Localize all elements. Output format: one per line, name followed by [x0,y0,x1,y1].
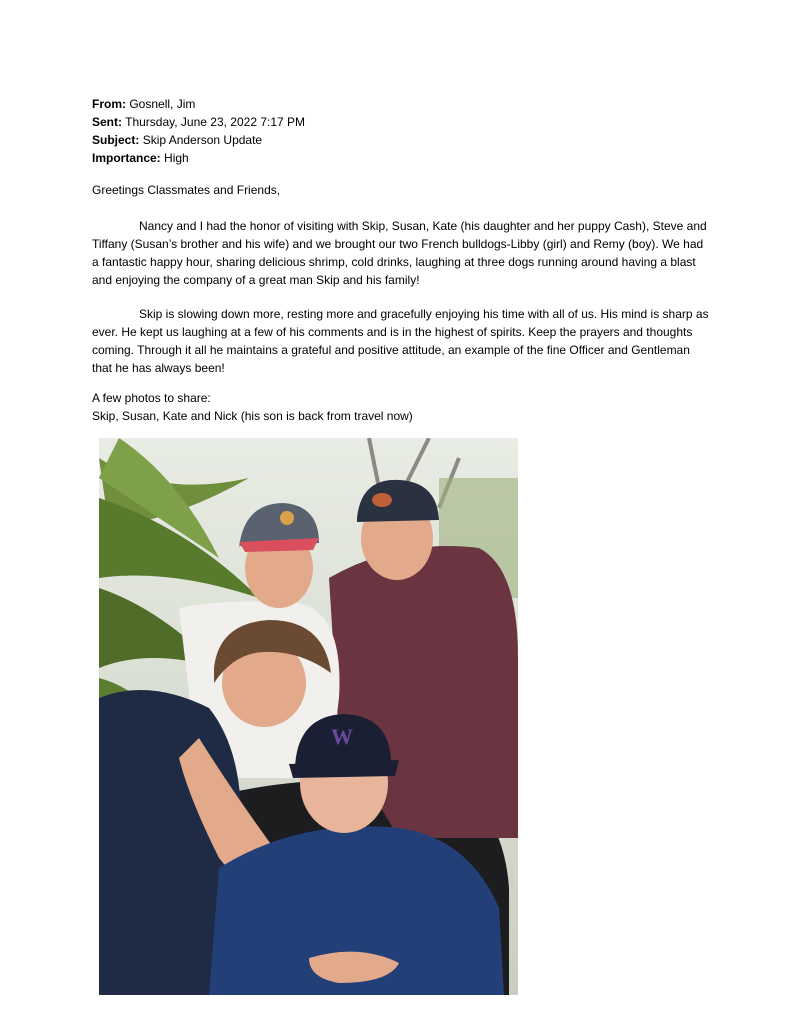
subject-label: Subject: [92,133,140,147]
sent-value: Thursday, June 23, 2022 7:17 PM [125,115,306,129]
paragraph-status: Skip is slowing down more, resting more and gracefully enjoying his time with all of us. His mind is sharp as ever. He kept us laughing at a few of his comments and is in the highest of spirits. Keep the prayers and thoughts coming. Through it all he maintains a grateful and positive attitude, an example of the fine Officer and Gentleman that he has always been! [92,307,709,375]
cap-logo: W [331,724,353,749]
email-header [92,95,305,167]
photos-intro-line: A few photos to share: [92,391,211,405]
sent-row [92,113,305,131]
importance-label: Importance: [92,151,161,165]
photos-intro [92,389,413,425]
sent-label: Sent: [92,115,122,129]
from-value: Gosnell, Jim [129,97,196,111]
paragraph-visit: Nancy and I had the honor of visiting with Skip, Susan, Kate (his daughter and her puppy Cash), Steve and Tiffany (Susan’s brother and his wife) and we brought our two French bulldogs-Libby (girl) and Remy (boy). We had a fantastic happy hour, sharing delicious shrimp, cold drinks, laughing at three dogs running around having a blast and enjoying the company of a great man Skip and his family! [92,219,707,287]
family-photo-illustration [99,438,518,995]
importance-value: High [164,151,189,165]
family-photo [99,438,518,995]
greeting: Greetings Classmates and Friends, [92,183,281,197]
importance-row [92,149,305,167]
from-label: From: [92,97,126,111]
subject-value: Skip Anderson Update [142,133,263,147]
from-row [92,95,305,113]
photo-caption: Skip, Susan, Kate and Nick (his son is back from travel now) [92,409,413,423]
subject-row [92,131,305,149]
